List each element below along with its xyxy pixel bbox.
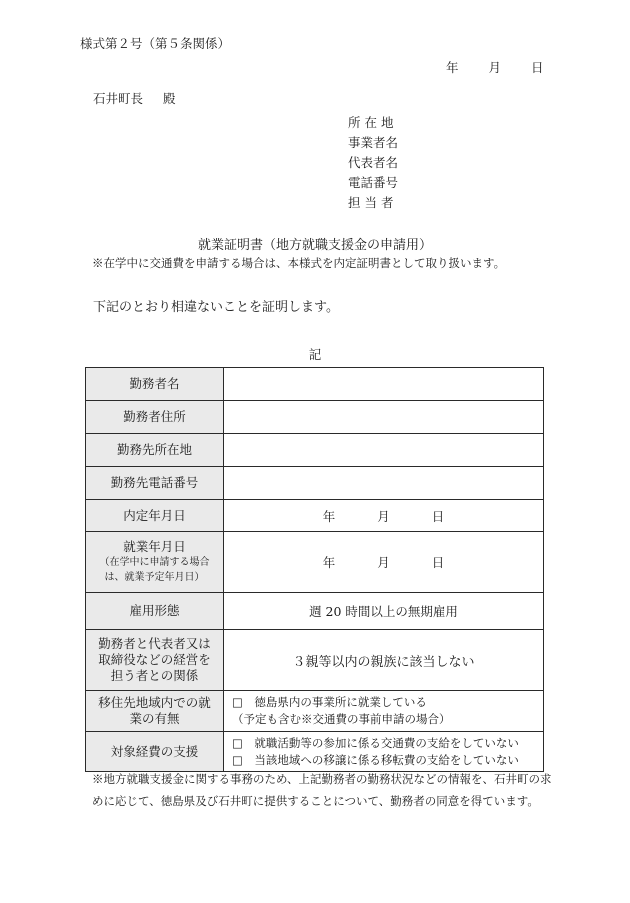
row-employment-date: [86, 532, 544, 593]
date-month-label: 月: [488, 60, 502, 75]
applicant-block: [348, 113, 398, 213]
field-workplace-address[interactable]: [224, 434, 544, 467]
addressee-name: 石井町長: [93, 91, 144, 106]
field-employment-date[interactable]: [224, 532, 544, 593]
employment-year: 年: [322, 555, 336, 570]
applicant-field-phone: 電話番号: [348, 175, 399, 190]
relation-label-line-1: 勤務者と代表者又は: [98, 636, 211, 651]
label-employment-type: 雇用形態: [86, 593, 224, 630]
label-relocation: [86, 691, 224, 732]
label-support: 対象経費の支援: [86, 732, 224, 772]
applicant-field-representative: 代表者名: [348, 155, 399, 170]
employment-month: 月: [377, 555, 390, 570]
applicant-field-company: 事業者名: [348, 135, 399, 150]
date-year-label: 年: [446, 60, 459, 75]
row-worker-name: [86, 368, 544, 401]
employment-type-value: 週 20 時間以上の無期雇用: [224, 593, 544, 630]
relation-value: ３親等以内の親族に該当しない: [224, 630, 544, 691]
label-employment-date: [86, 532, 224, 593]
label-relation: [86, 630, 224, 691]
support-checkbox-relocation[interactable]: □ 当該地域への移譲に係る移転費の支給をしていない: [232, 752, 519, 767]
row-relation: [86, 630, 544, 691]
field-worker-name[interactable]: [224, 368, 544, 401]
employment-date-note-2: は、就業予定年月日）: [104, 572, 205, 583]
support-checkbox-travel[interactable]: □ 就職活動等の参加に係る交通費の支給をしていない: [232, 735, 519, 750]
form-number: 様式第２号（第５条関係）: [80, 36, 231, 51]
offer-year: 年: [322, 508, 336, 524]
label-worker-name: 勤務者名: [86, 368, 224, 401]
date-line: [446, 58, 544, 76]
offer-month: 月: [377, 508, 390, 524]
label-workplace-phone: 勤務先電話番号: [86, 467, 224, 500]
top-note: ※在学中に交通費を申請する場合は、本様式を内定証明書として取り扱います。: [92, 256, 506, 270]
label-offer-date: 内定年月日: [86, 500, 224, 532]
offer-day: 日: [431, 508, 445, 524]
row-employment-type: [86, 593, 544, 630]
applicant-field-address: 所 在 地: [348, 115, 394, 130]
label-worker-address: 勤務者住所: [86, 401, 224, 434]
certificate-table: [85, 367, 544, 772]
relation-label-line-2: 取締役などの経営を: [98, 652, 211, 667]
field-worker-address[interactable]: [224, 401, 544, 434]
ki-heading: 記: [308, 347, 322, 362]
employment-date-title: 就業年月日: [123, 539, 186, 554]
row-workplace-phone: [86, 467, 544, 500]
field-offer-date[interactable]: [224, 500, 544, 532]
relocation-checkbox-option[interactable]: □ 徳島県内の事業所に就業している: [232, 695, 427, 709]
relocation-label-line-2: 業の有無: [129, 711, 180, 726]
relocation-option-note: （予定も含む※交通費の事前申請の場合）: [232, 712, 451, 726]
certification-statement: 下記のとおり相違ないことを証明します。: [93, 300, 339, 315]
consent-footnote: ※地方就職支援金に関する事務のため、上記勤務者の勤務状況などの情報を、石井町の求めに応じて、徳島県及び石井町に提供することについて、勤務者の同意を得ています。: [92, 772, 552, 808]
applicant-field-contact: 担 当 者: [348, 195, 394, 210]
date-day-label: 日: [531, 60, 544, 75]
employment-day: 日: [431, 555, 445, 570]
label-workplace-address: 勤務先所在地: [86, 434, 224, 467]
field-relocation[interactable]: [224, 691, 544, 732]
row-offer-date: [86, 500, 544, 532]
relocation-label-line-1: 移住先地域内での就: [98, 695, 211, 710]
field-workplace-phone[interactable]: [224, 467, 544, 500]
row-workplace-address: [86, 434, 544, 467]
row-support: [86, 732, 544, 772]
addressee-honorific: 殿: [163, 91, 176, 106]
field-support[interactable]: [224, 732, 544, 772]
row-relocation: [86, 691, 544, 732]
addressee: [93, 89, 176, 107]
relation-label-line-3: 担う者との関係: [110, 668, 199, 683]
row-worker-address: [86, 401, 544, 434]
document-title: 就業証明書（地方就職支援金の申請用）: [197, 238, 432, 253]
employment-date-note-1: （在学中に申請する場合: [99, 557, 210, 568]
